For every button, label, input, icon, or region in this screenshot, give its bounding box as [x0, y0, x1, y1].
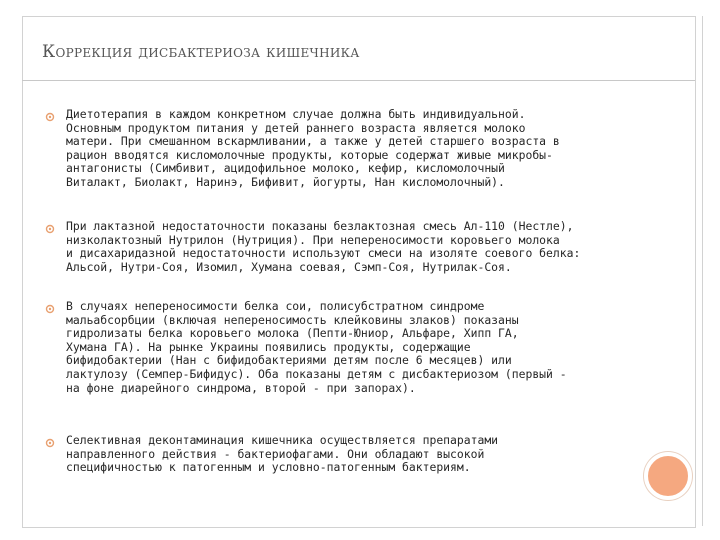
- circle-ornament: [644, 452, 692, 500]
- bullet-text: В случаях непереносимости белка сои, полисубстратном синдроме мальабсорбции (включая непереносимость клейковины злаков) показаны гидролизаты белка коровьего молока (Пепти-Юниор, Альфаре, Хипп ГА, Хумана ГА). На рынке Украины появились продукты, содержащие бифидобактерии (Нан с бифидобактериями детям после 6 месяцев) или лактулозу (Семпер-Бифидус). Оба показаны детям с дисбактериозом (первый - на фоне диарейного синдрома, второй - при запорах).: [66, 299, 567, 395]
- sun-bullet-icon: [44, 111, 56, 123]
- slide-frame-edge: [702, 16, 703, 526]
- sun-bullet-icon: [44, 303, 56, 315]
- slide-title: Коррекция дисбактериоза кишечника: [42, 42, 360, 62]
- sun-bullet-icon: [44, 223, 56, 235]
- bullet-text: Диетотерапия в каждом конкретном случае должна быть индивидуальной. Основным продуктом питания у детей раннего возраста является молоко матери. При смешанном вскармливании, а также у детей старшего возраста в рацион вводятся кисломолочные продукты, которые содержат живые микробы- антагонисты (Симбивит, ацидофильное молоко, кефир, кисломолочный Виталакт, Биолакт, Наринэ, Бифивит, йогурты, Нан кисломолочный).: [66, 107, 560, 189]
- title-divider: [22, 80, 695, 81]
- bullet-text: Селективная деконтаминация кишечника осуществляется препаратами направленного действия - бактериофагами. Они обладают высокой специфичностью к патогенным и условно-патогенным бактериям.: [66, 433, 499, 475]
- bullet-text: При лактазной недостаточности показаны безлактозная смесь Ал-110 (Нестле), низколактозный Нутрилон (Нутриция). При непереносимости коровьего молока и дисахаридазной недостаточности используют смеси на изоляте соевого белка: Альсой, Нутри-Соя, Изомил, Хумана соевая, Сэмп-Соя, Нутрилак-Соя.: [66, 219, 581, 274]
- sun-bullet-icon: [44, 437, 56, 449]
